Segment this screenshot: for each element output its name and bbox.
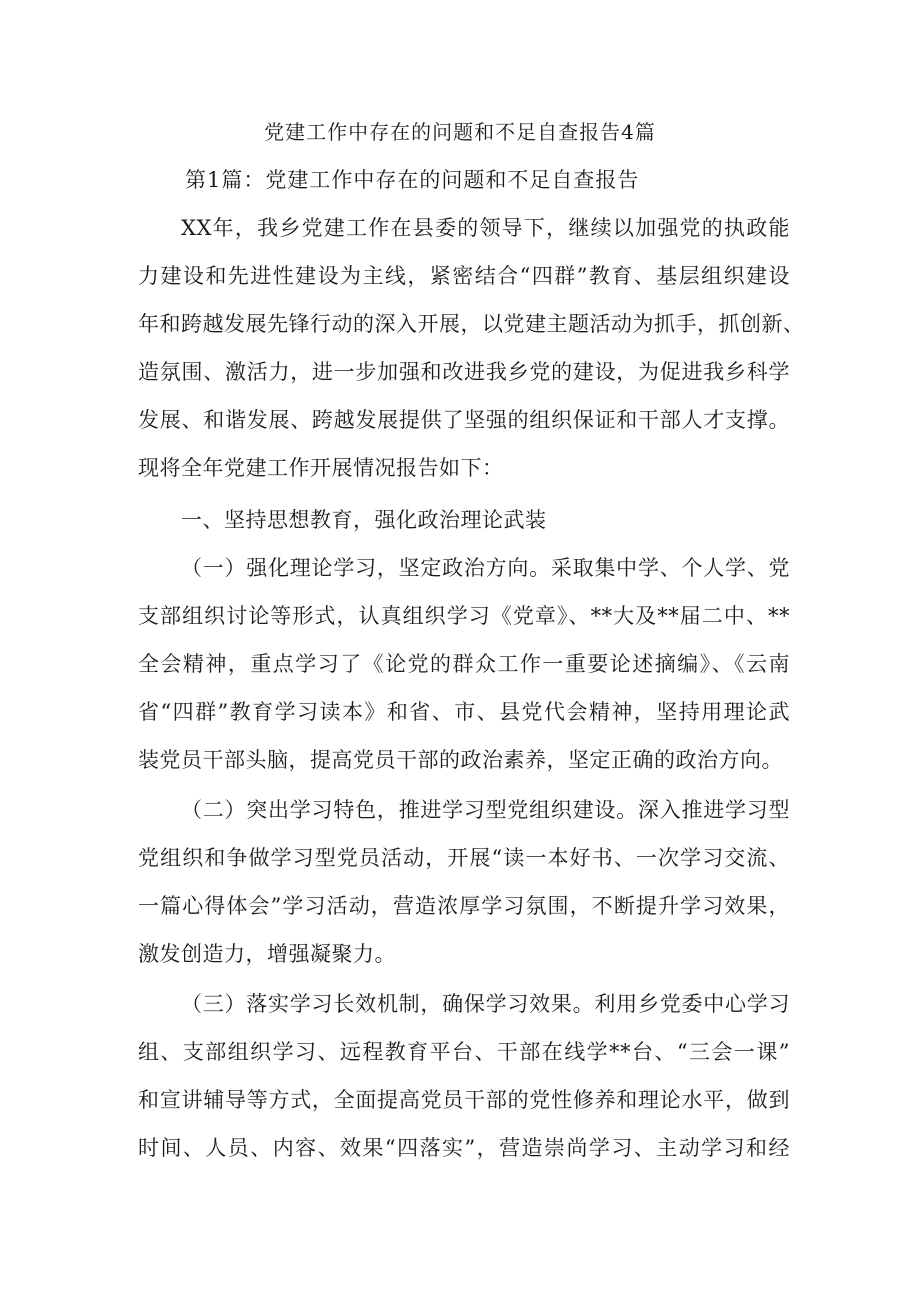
paragraph-item-2 bbox=[138, 796, 790, 988]
paragraph-line: 和宣讲辅导等方式，全面提高党员干部的党性修养和理论水平，做到 bbox=[138, 1088, 790, 1112]
subheading-1 bbox=[138, 506, 790, 554]
section-heading: 第1篇：党建工作中存在的问题和不足自查报告 bbox=[185, 168, 640, 192]
paragraph-line: 组、支部组织学习、远程教育平台、干部在线学**台、“三会一课” bbox=[138, 1040, 790, 1064]
paragraph-item-3 bbox=[138, 990, 790, 1182]
paragraph-line: 党组织和争做学习型党员活动，开展“读一本好书、一次学习交流、 bbox=[138, 846, 790, 870]
paragraph-line: （二）突出学习特色，推进学习型党组织建设。深入推进学习型 bbox=[181, 798, 790, 822]
document-title: 党建工作中存在的问题和不足自查报告4篇 bbox=[264, 120, 656, 144]
paragraph-line: 现将全年党建工作开展情况报告如下： bbox=[138, 456, 504, 480]
paragraph-line: 造氛围、激活力，进一步加强和改进我乡党的建设，为促进我乡科学 bbox=[138, 360, 790, 384]
paragraph-line: （一）强化理论学习，坚定政治方向。采取集中学、个人学、党 bbox=[181, 556, 790, 580]
paragraph-line: 支部组织讨论等形式，认真组织学习《党章》、**大及**届二中、** bbox=[138, 604, 790, 628]
paragraph-line: 年和跨越发展先锋行动的深入开展，以党建主题活动为抓手，抓创新、 bbox=[138, 312, 805, 336]
paragraph-line: 激发创造力，增强凝聚力。 bbox=[138, 942, 396, 966]
paragraph-intro bbox=[138, 214, 805, 502]
paragraph-item-1 bbox=[138, 554, 790, 794]
paragraph-line: 力建设和先进性建设为主线，紧密结合“四群”教育、基层组织建设 bbox=[138, 264, 790, 288]
paragraph-line: 省“四群”教育学习读本》和省、市、县党代会精神，坚持用理论武 bbox=[138, 700, 790, 724]
paragraph-line: 一篇心得体会”学习活动，营造浓厚学习氛围，不断提升学习效果， bbox=[138, 894, 790, 918]
paragraph-line: 发展、和谐发展、跨越发展提供了坚强的组织保证和干部人才支撑。 bbox=[138, 408, 790, 432]
paragraph-line: 时间、人员、内容、效果“四落实”，营造崇尚学习、主动学习和经 bbox=[138, 1136, 790, 1160]
paragraph-line: 全会精神，重点学习了《论党的群众工作一重要论述摘编》、《云南 bbox=[138, 652, 790, 676]
paragraph-line: 装党员干部头脑，提高党员干部的政治素养，坚定正确的政治方向。 bbox=[138, 748, 783, 772]
paragraph-line: （三）落实学习长效机制，确保学习效果。利用乡党委中心学习 bbox=[181, 992, 790, 1016]
paragraph-line: 一、坚持思想教育，强化政治理论武装 bbox=[181, 508, 547, 532]
paragraph-line: XX年，我乡党建工作在县委的领导下，继续以加强党的执政能 bbox=[181, 216, 790, 240]
